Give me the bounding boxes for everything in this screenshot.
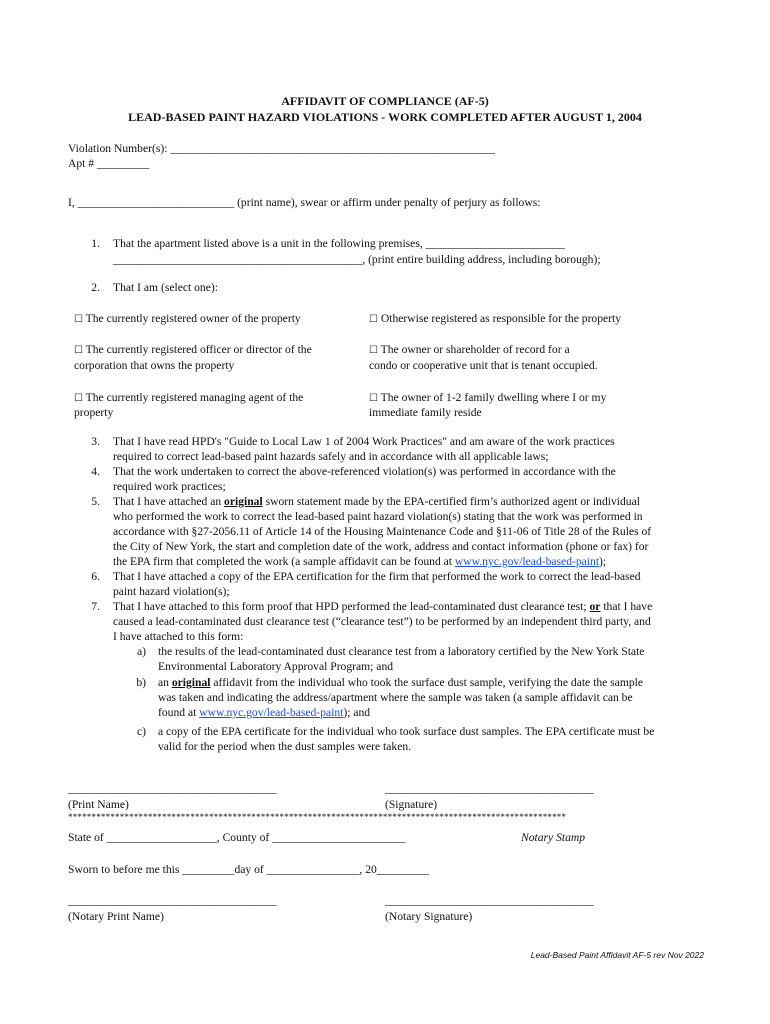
option-officer-director-line2: corporation that owns the property (74, 359, 235, 372)
option-managing-agent[interactable]: ☐ The currently registered managing agent of the (74, 391, 304, 404)
checkbox-icon[interactable]: ☐ (74, 345, 83, 356)
signature-line[interactable]: ____________________________________ (385, 782, 594, 795)
item-4-line1: That the work undertaken to correct the above-referenced violation(s) was performed in accordance with the (113, 465, 616, 478)
notary-print-name-line[interactable]: ____________________________________ (68, 894, 277, 907)
checkbox-icon[interactable]: ☐ (369, 314, 378, 325)
option-otherwise-registered[interactable]: ☐ Otherwise registered as responsible for the property (369, 312, 622, 325)
form-title: AFFIDAVIT OF COMPLIANCE (AF-5) (281, 94, 489, 108)
form-subtitle: LEAD-BASED PAINT HAZARD VIOLATIONS - WORK COMPLETED AFTER AUGUST 1, 2004 (128, 110, 642, 124)
item-1-line1[interactable]: That the apartment listed above is a unit in the following premises, ________________________ (113, 237, 565, 250)
lead-paint-link[interactable]: www.nyc.gov/lead-based-paint (454, 555, 600, 568)
item-7a-line1: the results of the lead-contaminated dust clearance test from a laboratory certified by the New York State (158, 645, 645, 658)
item-7c-line2: valid for the period when the dust samples were taken. (158, 740, 412, 753)
item-5-number: 5. (91, 495, 100, 508)
checkbox-icon[interactable]: ☐ (74, 393, 83, 404)
item-6-number: 6. (91, 570, 100, 583)
item-7-line2: caused a lead-contaminated dust clearance test (“clearance test”) to be performed by an independent third party, and (113, 615, 651, 628)
option-family-dwelling[interactable]: ☐ The owner of 1-2 family dwelling where I or my (369, 391, 607, 404)
checkbox-icon[interactable]: ☐ (369, 345, 378, 356)
notary-signature-label: (Notary Signature) (385, 910, 473, 923)
item-7a-line2: Environmental Laboratory Approval Program; and (158, 660, 394, 673)
notary-signature-line[interactable]: ____________________________________ (385, 894, 594, 907)
item-6-line1: That I have attached a copy of the EPA certification for the firm that performed the work to correct the lead-based (113, 570, 641, 583)
checkbox-icon[interactable]: ☐ (74, 314, 83, 325)
item-7b-line1: an original affidavit from the individual who took the surface dust sample, verifying the date the sample (158, 676, 644, 689)
item-2-number: 2. (91, 281, 100, 294)
item-7-line1: That I have attached to this form proof that HPD performed the lead-contaminated dust clearance test; or that I have (113, 600, 653, 613)
item-6-line2: paint hazard violation(s); (113, 585, 230, 598)
print-name-label: (Print Name) (68, 798, 129, 811)
separator-stars: ********************************************************************************************************** (68, 812, 567, 822)
item-7c-label: c) (136, 725, 146, 738)
item-5-line4: the City of New York, the start and completion date of the work, address and contact information (phone or fax) for (113, 540, 649, 553)
item-7-line3: I have attached to this form: (113, 630, 244, 643)
violation-number-field[interactable]: Violation Number(s): ________________________________________________________ (68, 142, 495, 155)
item-4-line2: required work practices; (113, 480, 226, 493)
swear-statement[interactable]: I, ___________________________ (print name), swear or affirm under penalty of perjury as follows: (68, 196, 541, 209)
checkbox-icon[interactable]: ☐ (369, 393, 378, 404)
item-3-number: 3. (91, 435, 100, 448)
item-7b-line2: was taken and indicating the address/apartment where the sample was taken (a sample affidavit can be (158, 691, 633, 704)
option-condo-owner-line2: condo or cooperative unit that is tenant occupied. (369, 359, 598, 372)
signature-label: (Signature) (385, 798, 438, 811)
item-7b-label: b) (136, 676, 146, 689)
item-7c-line1: a copy of the EPA certificate for the individual who took surface dust samples. The EPA certificate must be (158, 725, 655, 738)
notary-stamp-label: Notary Stamp (521, 831, 586, 844)
lead-paint-link[interactable]: www.nyc.gov/lead-based-paint (199, 706, 344, 719)
item-2-text: That I am (select one): (113, 281, 218, 294)
notary-print-name-label: (Notary Print Name) (68, 910, 164, 923)
print-name-line[interactable]: ____________________________________ (68, 782, 277, 795)
footer-revision: Lead-Based Paint Affidavit AF-5 rev Nov 2022 (530, 950, 704, 960)
state-county-field[interactable]: State of ___________________, County of _______________________ (68, 831, 406, 844)
option-managing-agent-line2: property (74, 406, 114, 419)
item-5-line5: the EPA firm that completed the work (a sample affidavit can be found at www.nyc.gov/lead-based-paint); (113, 555, 607, 568)
option-officer-director[interactable]: ☐ The currently registered officer or director of the (74, 343, 312, 356)
item-5-line3: accordance with §27-2056.11 of Article 14 of the Housing Maintenance Code and §11-06 of Title 28 of the Rules of (113, 525, 652, 538)
item-7a-label: a) (136, 645, 146, 658)
item-1-number: 1. (91, 237, 100, 250)
item-3-line1: That I have read HPD's "Guide to Local Law 1 of 2004 Work Practices" and am aware of the work practices (113, 435, 615, 448)
item-7b-line3: found at www.nyc.gov/lead-based-paint); and (158, 706, 371, 719)
option-condo-owner[interactable]: ☐ The owner or shareholder of record for a (369, 343, 570, 356)
item-3-line2: required to correct lead-based paint hazards safely and in accordance with all applicable laws; (113, 450, 549, 463)
option-registered-owner[interactable]: ☐ The currently registered owner of the property (74, 312, 301, 325)
option-family-dwelling-line2: immediate family reside (369, 406, 482, 419)
item-4-number: 4. (91, 465, 100, 478)
item-5-line2: who performed the work to correct the lead-based paint hazard violation(s) stating that the work was performed in (113, 510, 643, 523)
item-5-line1: That I have attached an original sworn statement made by the EPA-certified firm’s authorized agent or individual (113, 495, 640, 508)
apt-field[interactable]: Apt # _________ (68, 157, 150, 170)
item-1-line2[interactable]: ___________________________________________, (print entire building address, including borough); (113, 253, 601, 266)
item-7-number: 7. (91, 600, 100, 613)
sworn-date-field[interactable]: Sworn to before me this _________day of ________________, 20_________ (68, 863, 429, 876)
